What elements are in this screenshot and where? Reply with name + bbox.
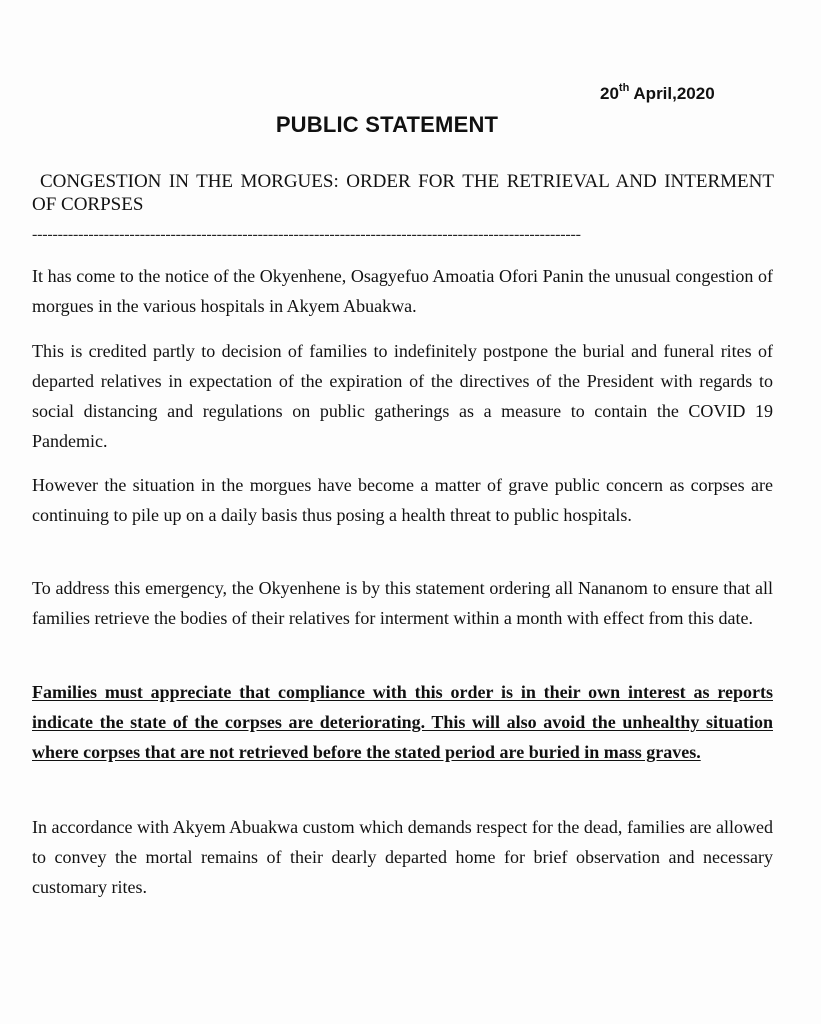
paragraph-notice: It has come to the notice of the Okyenhene, Osagyefuo Amoatia Ofori Panin the unusual congestion of morgues in the various hospitals in Akyem Abuakwa. bbox=[32, 266, 773, 316]
paragraph-cause: This is credited partly to decision of families to indefinitely postpone the burial and funeral rites of departed relatives in expectation of the expiration of the directives of the President with regards to social distancing and regulations on public gatherings as a measure to contain the COVID 19 Pandemic. bbox=[32, 341, 773, 451]
statement-date bbox=[600, 84, 715, 104]
paragraph-custom: In accordance with Akyem Abuakwa custom which demands respect for the dead, families are allowed to convey the mortal remains of their dearly departed home for brief observation and necessary customary rites. bbox=[32, 817, 773, 897]
dashed-divider: ----------------------------------------------------------------------------------------------------------- bbox=[32, 226, 581, 243]
date-ordinal-suffix: th bbox=[618, 82, 630, 94]
date-month-year: April,2020 bbox=[629, 84, 715, 103]
document-title-wrap bbox=[0, 112, 774, 138]
subject-text: CONGESTION IN THE MORGUES: ORDER FOR THE RETRIEVAL AND INTERMENT OF CORPSES bbox=[32, 171, 774, 215]
document-title: PUBLIC STATEMENT bbox=[275, 112, 499, 137]
paragraph-order: To address this emergency, the Okyenhene is by this statement ordering all Nananom to ensure that all families retrieve the bodies of their relatives for interment within a month with effect from this date. bbox=[32, 578, 773, 628]
paragraph-concern: However the situation in the morgues have become a matter of grave public concern as corpses are continuing to pile up on a daily basis thus posing a health threat to public hospitals. bbox=[32, 475, 773, 525]
date-day: 20 bbox=[600, 84, 619, 103]
subject-heading bbox=[32, 170, 774, 216]
paragraph-warning-emphasis: Families must appreciate that compliance with this order is in their own interest as reports indicate the state of the corpses are deteriorating. This will also avoid the unhealthy situation where corpses that are not retrieved before the stated period are buried in mass graves. bbox=[32, 682, 773, 762]
